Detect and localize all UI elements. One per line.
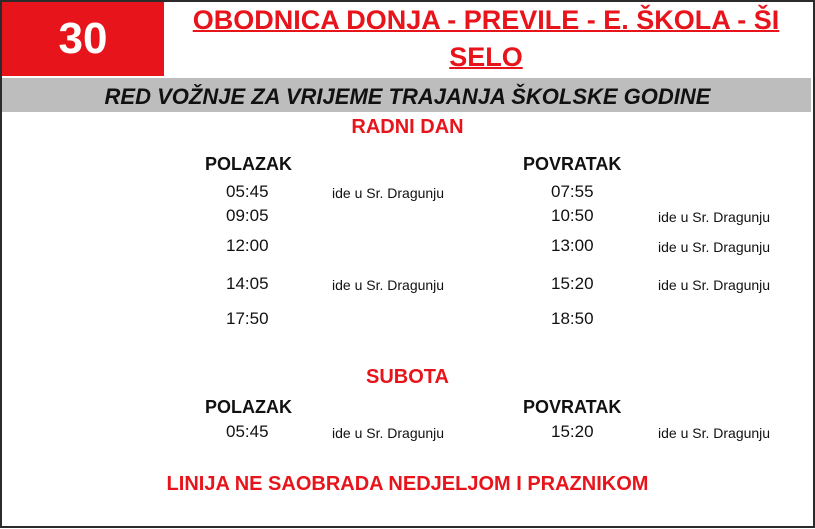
- schedule-subtitle: RED VOŽNJE ZA VRIJEME TRAJANJA ŠKOLSKE GODINE: [104, 84, 711, 109]
- departure-time: 05:45: [226, 422, 269, 441]
- return-time: 10:50: [551, 206, 594, 225]
- return-note: ide u Sr. Dragunju: [658, 239, 771, 255]
- return-note: ide u Sr. Dragunju: [658, 209, 771, 225]
- departure-time: 12:00: [226, 236, 269, 255]
- saturday-departure-header: POLAZAK: [205, 397, 292, 417]
- return-time: 15:20: [551, 422, 594, 441]
- route-title-line1: OBODNICA DONJA - PREVILE - E. ŠKOLA - ŠI: [192, 5, 780, 35]
- return-time: 15:20: [551, 274, 594, 293]
- no-service-notice: LINIJA NE SAOBRADA NEDJELJOM I PRAZNIKOM: [166, 473, 649, 495]
- route-number-badge: [2, 2, 164, 76]
- return-note: ide u Sr. Dragunju: [658, 425, 771, 441]
- return-time: 07:55: [551, 182, 594, 201]
- weekday-title: RADNI DAN: [351, 116, 464, 138]
- saturday-title: SUBOTA: [366, 366, 449, 388]
- departure-time: 14:05: [226, 274, 269, 293]
- route-number: 30: [58, 14, 108, 63]
- route-title: [166, 2, 806, 76]
- departure-time: 17:50: [226, 309, 269, 328]
- departure-time: 09:05: [226, 206, 269, 225]
- saturday-return-header: POVRATAK: [523, 397, 622, 417]
- departure-note: ide u Sr. Dragunju: [332, 185, 445, 201]
- weekday-departure-header: POLAZAK: [205, 154, 292, 174]
- route-title-line2: SELO: [449, 42, 523, 72]
- departure-note: ide u Sr. Dragunju: [332, 277, 445, 293]
- departure-note: ide u Sr. Dragunju: [332, 425, 445, 441]
- return-time: 18:50: [551, 309, 594, 328]
- return-note: ide u Sr. Dragunju: [658, 277, 771, 293]
- weekday-return-header: POVRATAK: [523, 154, 622, 174]
- return-time: 13:00: [551, 236, 594, 255]
- departure-time: 05:45: [226, 182, 269, 201]
